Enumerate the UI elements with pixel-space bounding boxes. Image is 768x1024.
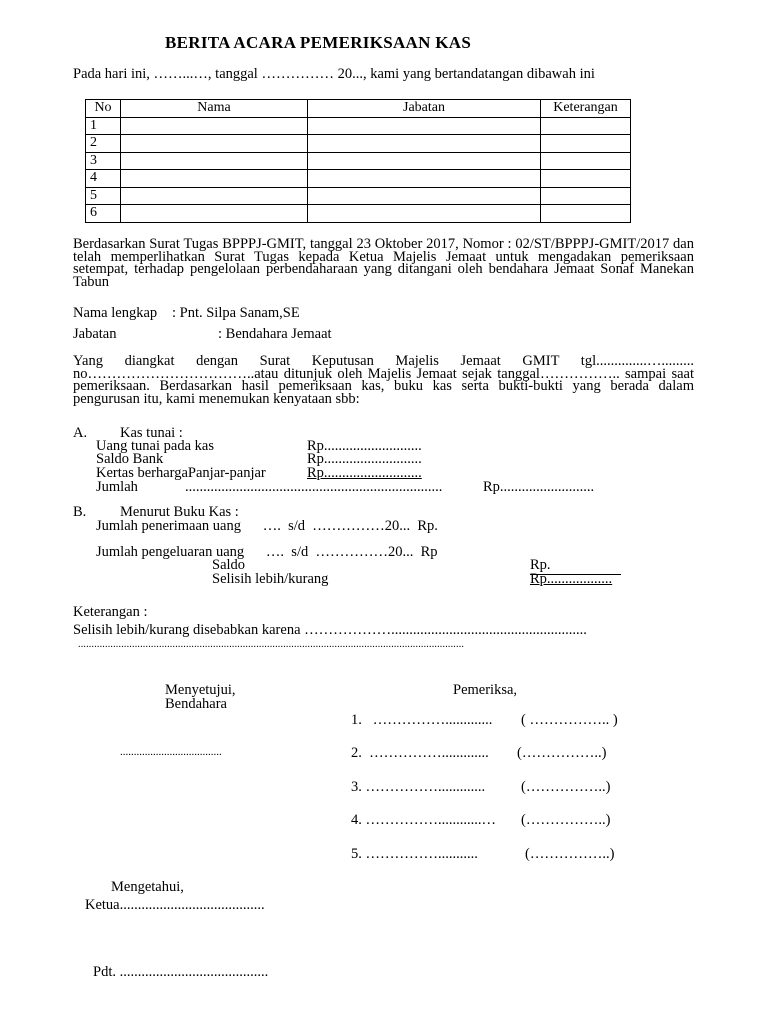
cash-total-value: Rp.......................... xyxy=(483,479,595,495)
examiner-paren: (……………..) xyxy=(521,779,611,795)
treasurer-signature-line: ..................................... xyxy=(120,746,222,758)
row-number: 2 xyxy=(86,135,121,153)
table-row xyxy=(86,187,631,205)
examiner-line: 5. ……………........... xyxy=(351,846,478,862)
header-notes: Keterangan xyxy=(541,100,631,118)
chair-signature-line: Ketua........................................ xyxy=(85,897,265,913)
position-value: : Bendahara Jemaat xyxy=(218,326,332,342)
section-a-heading: Kas tunai : xyxy=(120,425,183,441)
notes-line-1: Selisih lebih/kurang disebabkan karena ………………...................................................... xyxy=(73,622,587,638)
table-row xyxy=(86,152,631,170)
cash-item-label: Uang tunai pada kas xyxy=(96,438,214,454)
row-number: 5 xyxy=(86,187,121,205)
row-number: 1 xyxy=(86,117,121,135)
row-number: 6 xyxy=(86,205,121,223)
notes-label: Keterangan : xyxy=(73,604,148,620)
cash-total-label: Jumlah xyxy=(96,479,138,495)
examiner-line: 1. ……………............. xyxy=(351,712,493,728)
section-b-heading: Menurut Buku Kas : xyxy=(120,504,239,520)
cash-total-dots: ....................................................................... xyxy=(185,479,443,495)
cash-item-value: Rp........................... xyxy=(307,465,422,481)
document-title: BERITA ACARA PEMERIKSAAN KAS xyxy=(165,33,472,52)
attendee-table xyxy=(85,99,631,223)
intro-line: Pada hari ini, ……...…, tanggal …………… 20..., kami yang bertandatangan dibawah ini xyxy=(73,66,595,82)
header-name: Nama xyxy=(121,100,308,118)
examiner-paren: (……………..) xyxy=(517,745,607,761)
cash-item-label: Saldo Bank xyxy=(96,451,164,467)
row-number: 4 xyxy=(86,170,121,188)
acknowledge-label: Mengetahui, xyxy=(111,879,184,895)
header-no: No xyxy=(86,100,121,118)
receipts-line: Jumlah penerimaan uang …. s/d ……………20... Rp. xyxy=(96,518,438,534)
difference-value: Rp.................. xyxy=(530,571,613,587)
table-header-row xyxy=(86,100,631,118)
examiner-paren: ( …………….. ) xyxy=(521,712,618,728)
position-label: Jabatan xyxy=(73,326,117,342)
basis-paragraph: Berdasarkan Surat Tugas BPPPJ-GMIT, tanggal 23 Oktober 2017, Nomor : 02/ST/BPPPJ-GMIT/2017 dan telah memperlihatkan Surat Tugas kepada Ketua Majelis Jemaat untuk mengadakan pemeriksaan setempat, terhadap pengelolaan perbendaharaan yang ditangani oleh bendahara Jemaat Sonaf Manekan Tabun xyxy=(73,236,694,290)
difference-label: Selisih lebih/kurang xyxy=(212,571,329,587)
table-row xyxy=(86,117,631,135)
header-position: Jabatan xyxy=(308,100,541,118)
saldo-value: Rp. xyxy=(530,558,621,575)
cash-item-label: Kertas berhargaPanjar-panjar xyxy=(96,465,266,481)
examiner-paren: (……………..) xyxy=(521,812,611,828)
examiner-paren: (……………..) xyxy=(525,846,615,862)
name-label: Nama lengkap xyxy=(73,305,158,321)
row-number: 3 xyxy=(86,152,121,170)
expenses-line: Jumlah pengeluaran uang …. s/d ……………20... Rp xyxy=(96,544,438,560)
name-value: : Pnt. Silpa Sanam,SE xyxy=(172,305,300,321)
appointment-paragraph: Yang diangkat dengan Surat Keputusan Majelis Jemaat GMIT tgl..............…......... no……………………………..atau ditunjuk oleh Majelis Jemaat sejak tanggal…………….. sampai saat pemeriksaan. Berdasarkan hasil pemeriksaan kas, buku kas serta bukti-bukti yang berada dalam pengurusan itu, kami menemukan kenyataan sbb: xyxy=(73,353,694,407)
table-row xyxy=(86,170,631,188)
approve-label: Menyetujui, xyxy=(165,682,236,698)
treasurer-label: Bendahara xyxy=(165,696,227,712)
pastor-signature-line: Pdt. ......................................... xyxy=(93,964,269,980)
notes-line-2: ............................................................................................................................................... xyxy=(78,639,465,650)
cash-item-value: Rp........................... xyxy=(307,451,422,467)
examiner-label: Pemeriksa, xyxy=(453,682,518,698)
table-row xyxy=(86,135,631,153)
cash-item-value: Rp........................... xyxy=(307,438,422,454)
examiner-line: 4. ……………............… xyxy=(351,812,496,828)
table-row xyxy=(86,205,631,223)
examiner-line: 3. ……………............. xyxy=(351,779,486,795)
examiner-line: 2. ……………............. xyxy=(351,745,489,761)
section-b-letter: B. xyxy=(73,504,87,520)
section-a-letter: A. xyxy=(73,425,88,441)
saldo-label: Saldo xyxy=(212,557,246,573)
